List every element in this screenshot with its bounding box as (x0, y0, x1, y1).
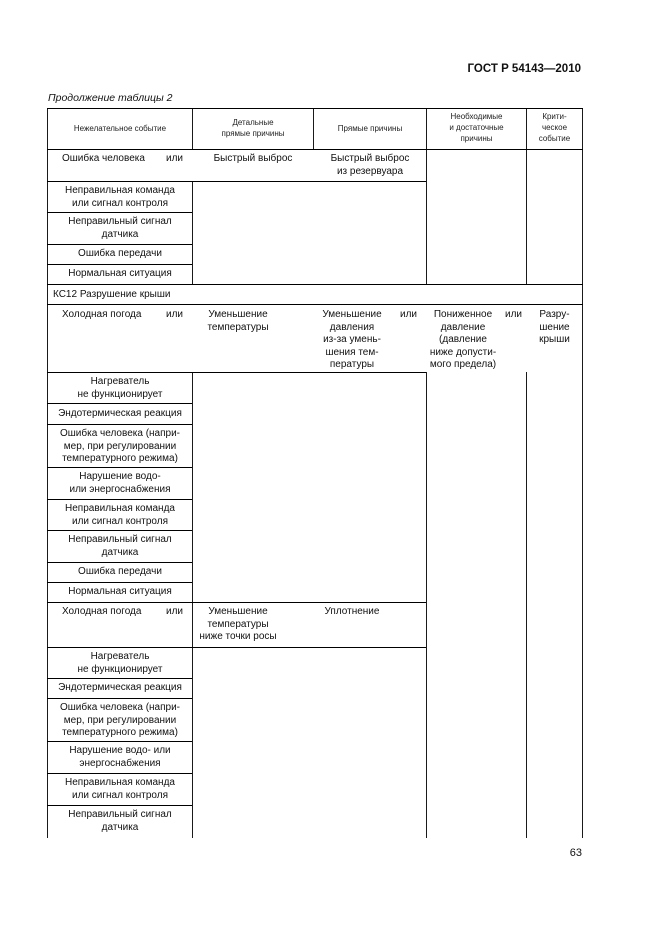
table-row: Нормальная ситуация (68, 586, 172, 597)
cell-line: или сигнал контроля (71, 789, 169, 801)
cell-line: энергоснабжения (79, 757, 161, 769)
header-detailed-line: прямые причины (221, 129, 285, 138)
table-row (48, 428, 192, 466)
cell-line: температуры (207, 321, 269, 333)
detailed-cause-cell (193, 606, 283, 644)
cell-line: Ошибка человека (напри- (60, 702, 180, 713)
cell-line: Нарушение водо- или (69, 745, 171, 756)
table-row (48, 471, 192, 496)
header-necessary-line: и достаточные (449, 123, 504, 132)
table-row (48, 651, 192, 676)
header-necessary-line: Необходимые (450, 112, 503, 121)
direct-cause-cell (314, 309, 390, 372)
detailed-cause-cell (193, 309, 283, 334)
table-row (48, 376, 192, 401)
cell-line: давление (440, 321, 486, 333)
cell-line: температурного режима) (62, 727, 178, 738)
or-gate-label: или (505, 309, 523, 320)
cell-line: или сигнал контроля (71, 197, 169, 209)
or-gate-label: или (166, 606, 184, 617)
cell-line: Нагреватель (90, 376, 150, 387)
cell-line: (давление (439, 334, 487, 345)
direct-cause-cell: Уплотнение (324, 606, 380, 617)
cell-line: мого предела) (429, 359, 497, 370)
header-necessary-causes (427, 111, 526, 144)
header-direct-causes: Прямые причины (337, 124, 403, 133)
cell-line: из-за умень- (323, 334, 381, 345)
table-row (48, 185, 192, 210)
cell-line: не функционирует (77, 388, 163, 400)
or-gate-label: или (166, 309, 184, 320)
cell-line: Уменьшение (208, 606, 268, 617)
cell-line: датчика (101, 546, 139, 558)
cell-line: мер, при регулировании (63, 714, 177, 726)
table-row (48, 534, 192, 559)
cell-line: Неправильный сигнал (68, 809, 172, 820)
table-row (48, 702, 192, 740)
cell-line: датчика (101, 228, 139, 240)
necessary-cause-cell (427, 309, 499, 372)
cell-line: Уменьшение (322, 309, 382, 320)
header-critical-event (527, 111, 582, 144)
cell-line: пературы (329, 359, 375, 370)
cell-line: Неправильная команда (65, 503, 175, 514)
cell-line: Неправильная команда (65, 777, 175, 788)
table-row: Эндотермическая реакция (58, 408, 182, 419)
cell-line: из резервуара (336, 165, 404, 177)
cell-line: мер, при регулировании (63, 440, 177, 452)
direct-cause-cell (314, 153, 426, 178)
header-detailed-line: Детальные (232, 118, 274, 127)
header-undesired-event: Нежелательное событие (73, 124, 167, 133)
table-row (48, 777, 192, 802)
table-row: Ошибка передачи (78, 248, 162, 259)
cell-line: Неправильный сигнал (68, 534, 172, 545)
cell-line: Уменьшение (208, 309, 268, 320)
cell-line: шение (539, 321, 570, 333)
document-standard-id: ГОСТ Р 54143—2010 (467, 63, 581, 75)
table-caption: Продолжение таблицы 2 (48, 92, 173, 104)
table-row (48, 503, 192, 528)
header-necessary-line: причины (460, 134, 493, 143)
cell-line: температурного режима) (62, 453, 178, 464)
table-row (48, 216, 192, 241)
critical-event-cell (527, 309, 582, 347)
table-row: Эндотермическая реакция (58, 682, 182, 693)
table-row: Ошибка передачи (78, 566, 162, 577)
or-gate-label: или (400, 309, 418, 320)
page-number: 63 (569, 847, 582, 859)
cell-line: температуры (207, 618, 269, 630)
cell-line: или энергоснабжения (69, 483, 171, 495)
table-row (48, 745, 192, 770)
undesired-event-cell: Холодная погода (62, 309, 142, 320)
header-detailed-causes (193, 117, 313, 139)
cell-line: давления (329, 321, 375, 333)
cell-line: ниже допусти- (429, 346, 497, 358)
table-row (48, 809, 192, 834)
header-critical-line: Крити- (542, 112, 567, 121)
cell-line: Ошибка человека (напри- (60, 428, 180, 439)
cell-line: или сигнал контроля (71, 515, 169, 527)
header-critical-line: событие (538, 134, 571, 143)
cell-line: не функционирует (77, 663, 163, 675)
cell-line: Нагреватель (90, 651, 150, 662)
or-gate-label: или (166, 153, 184, 164)
cell-line: Пониженное (433, 309, 493, 320)
cell-line: ниже точки росы (199, 631, 277, 642)
cell-line: Неправильный сигнал (68, 216, 172, 227)
cell-line: Разру- (539, 309, 570, 320)
cell-line: крыши (539, 334, 570, 345)
section-title-kc12: КС12 Разрушение крыши (53, 289, 171, 300)
detailed-cause-cell: Быстрый выброс (213, 153, 293, 164)
cell-line: Быстрый выброс (330, 153, 410, 164)
cell-line: Нарушение водо- (79, 471, 161, 482)
cell-line: шения тем- (325, 346, 379, 358)
cell-line: датчика (101, 821, 139, 833)
undesired-event-cell: Холодная погода (62, 606, 142, 617)
table-row: Нормальная ситуация (68, 268, 172, 279)
undesired-event-cell: Ошибка человека (62, 153, 145, 164)
cell-line: Неправильная команда (65, 185, 175, 196)
header-critical-line: ческое (541, 123, 568, 132)
